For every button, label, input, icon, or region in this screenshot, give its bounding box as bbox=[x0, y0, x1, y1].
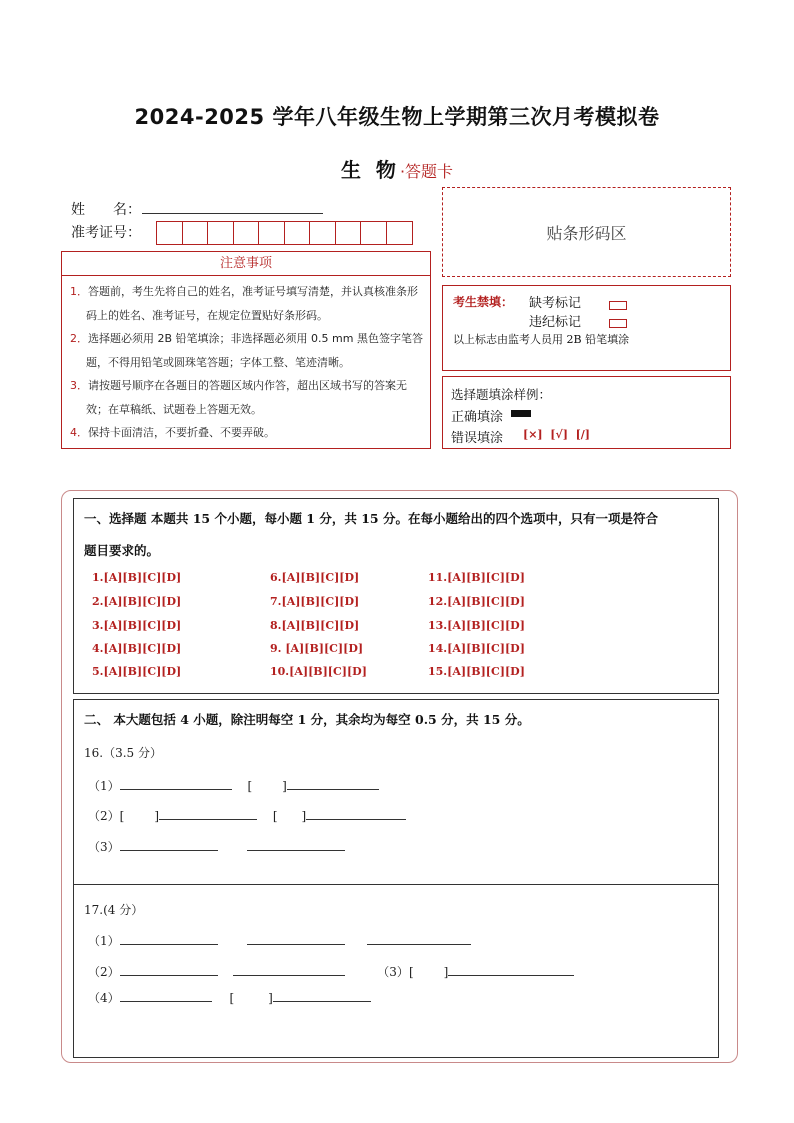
exam-id-label: 准考证号： bbox=[71, 225, 141, 241]
proctor-marks-box bbox=[442, 285, 731, 371]
id-digit-box[interactable] bbox=[387, 222, 413, 244]
id-digit-box[interactable] bbox=[361, 222, 387, 244]
choice-question[interactable]: 12.[A][B][C][D] bbox=[428, 595, 525, 608]
choice-question[interactable]: 6.[A][B][C][D] bbox=[270, 571, 360, 584]
subject-label: 生 物 bbox=[340, 158, 400, 182]
wrong-fill-samples: [×] [√] [/] bbox=[523, 428, 591, 441]
barcode-area bbox=[442, 187, 731, 277]
q17-title: 17.(4 分） bbox=[84, 903, 144, 917]
answer-blank[interactable] bbox=[159, 807, 257, 820]
barcode-label: 贴条形码区 bbox=[546, 223, 627, 243]
violation-label: 违纪标记 bbox=[529, 315, 582, 330]
id-digit-box[interactable] bbox=[285, 222, 311, 244]
q16-part2: （2）[ ] [ ] bbox=[88, 807, 406, 824]
choice-question[interactable]: 5.[A][B][C][D] bbox=[92, 665, 182, 678]
notice-box bbox=[61, 251, 431, 449]
correct-fill-sample bbox=[511, 410, 531, 417]
section-2-heading: 二、 本大题包括 4 小题，除注明每空 1 分，其余均为每空 0.5 分，共 15 分。 bbox=[84, 712, 530, 727]
id-digit-box[interactable] bbox=[259, 222, 285, 244]
q17-part1 bbox=[88, 932, 471, 949]
answer-blank[interactable] bbox=[120, 989, 212, 1002]
choice-question[interactable]: 11.[A][B][C][D] bbox=[428, 571, 525, 584]
wrong-fill-label: 错误填涂 bbox=[451, 431, 504, 446]
section-2 bbox=[73, 699, 719, 1058]
answer-blank[interactable] bbox=[367, 932, 471, 945]
violation-mark-box[interactable] bbox=[609, 319, 627, 328]
name-field[interactable] bbox=[142, 213, 323, 214]
answer-blank[interactable] bbox=[247, 838, 345, 851]
notice-item: 1．答题前，考生先将自己的姓名，准考证号填写清楚，并认真核准条形码上的姓名、准考证号，在规定位置贴好条形码。 bbox=[70, 285, 418, 322]
answer-blank[interactable] bbox=[120, 777, 232, 790]
answer-blank[interactable] bbox=[247, 932, 345, 945]
id-digit-box[interactable] bbox=[157, 222, 183, 244]
answer-blank[interactable] bbox=[448, 963, 574, 976]
choice-question[interactable]: 4.[A][B][C][D] bbox=[92, 642, 182, 655]
name-label: 姓 名： bbox=[71, 202, 141, 218]
part-label: （4） bbox=[88, 991, 120, 1005]
answer-blank[interactable] bbox=[233, 963, 345, 976]
choice-question[interactable]: 7.[A][B][C][D] bbox=[270, 595, 360, 608]
proctor-label: 考生禁填： bbox=[453, 295, 514, 309]
question-divider bbox=[73, 884, 719, 885]
q16-part1: （1） [ ] bbox=[88, 777, 379, 794]
answer-blank[interactable] bbox=[306, 807, 406, 820]
part-label: （2） bbox=[88, 809, 120, 823]
section-1-heading-line1: 一、选择题 本题共 15 个小题，每小题 1 分，共 15 分。在每小题给出的四个选项中，只有一项是符合 bbox=[84, 511, 658, 526]
fill-sample-box bbox=[442, 376, 731, 449]
id-digit-box[interactable] bbox=[310, 222, 336, 244]
id-digit-box[interactable] bbox=[336, 222, 362, 244]
notice-item: 3．请按题号顺序在各题目的答题区域内作答，超出区域书写的答案无效；在草稿纸、试题卷上答题无效。 bbox=[70, 379, 407, 416]
choice-question[interactable]: 13.[A][B][C][D] bbox=[428, 619, 525, 632]
q17-part4: （4） [ ] bbox=[88, 989, 371, 1006]
section-1 bbox=[73, 498, 719, 694]
part-label: （2） bbox=[88, 965, 120, 979]
part-label: （1） bbox=[88, 779, 120, 793]
page-subtitle bbox=[0, 154, 794, 183]
answer-blank[interactable] bbox=[120, 838, 218, 851]
choice-question[interactable]: 9. [A][B][C][D] bbox=[270, 642, 364, 655]
part-label: （3） bbox=[377, 965, 409, 979]
section-1-heading-line2: 题目要求的。 bbox=[84, 543, 160, 558]
answer-blank[interactable] bbox=[287, 777, 379, 790]
page-title: 2024-2025 学年八年级生物上学期第三次月考模拟卷 bbox=[134, 105, 660, 129]
id-digit-box[interactable] bbox=[208, 222, 234, 244]
q16-part3 bbox=[88, 838, 345, 855]
choice-question[interactable]: 14.[A][B][C][D] bbox=[428, 642, 525, 655]
answer-card-label: ·答题卡 bbox=[399, 162, 454, 181]
choice-question[interactable]: 3.[A][B][C][D] bbox=[92, 619, 182, 632]
proctor-note: 以上标志由监考人员用 2B 铅笔填涂 bbox=[453, 333, 630, 346]
part-label: （3） bbox=[88, 840, 120, 854]
choice-question[interactable]: 1.[A][B][C][D] bbox=[92, 571, 182, 584]
sample-title: 选择题填涂样例： bbox=[451, 387, 552, 402]
choice-question[interactable]: 10.[A][B][C][D] bbox=[270, 665, 367, 678]
q16-title: 16.（3.5 分） bbox=[84, 746, 162, 760]
choice-question[interactable]: 15.[A][B][C][D] bbox=[428, 665, 525, 678]
choice-question[interactable]: 2.[A][B][C][D] bbox=[92, 595, 182, 608]
part-label: （1） bbox=[88, 934, 120, 948]
notice-item: 2．选择题必须用 2B 铅笔填涂；非选择题必须用 0.5 mm 黑色签字笔答题，不得用铅笔或圆珠笔答题；字体工整、笔迹清晰。 bbox=[70, 332, 423, 369]
id-digit-box[interactable] bbox=[183, 222, 209, 244]
id-digit-box[interactable] bbox=[234, 222, 260, 244]
q17-part2-3: （2） （3）[ ] bbox=[88, 963, 574, 980]
answer-blank[interactable] bbox=[120, 963, 218, 976]
absent-label: 缺考标记 bbox=[529, 296, 582, 311]
notice-item: 4．保持卡面清洁，不要折叠、不要弄破。 bbox=[70, 426, 275, 439]
answer-blank[interactable] bbox=[120, 932, 218, 945]
notice-heading: 注意事项 bbox=[62, 252, 430, 276]
choice-question[interactable]: 8.[A][B][C][D] bbox=[270, 619, 360, 632]
absent-mark-box[interactable] bbox=[609, 301, 627, 310]
exam-id-boxes[interactable] bbox=[156, 221, 413, 245]
answer-blank[interactable] bbox=[273, 989, 371, 1002]
correct-fill-label: 正确填涂 bbox=[451, 410, 504, 425]
